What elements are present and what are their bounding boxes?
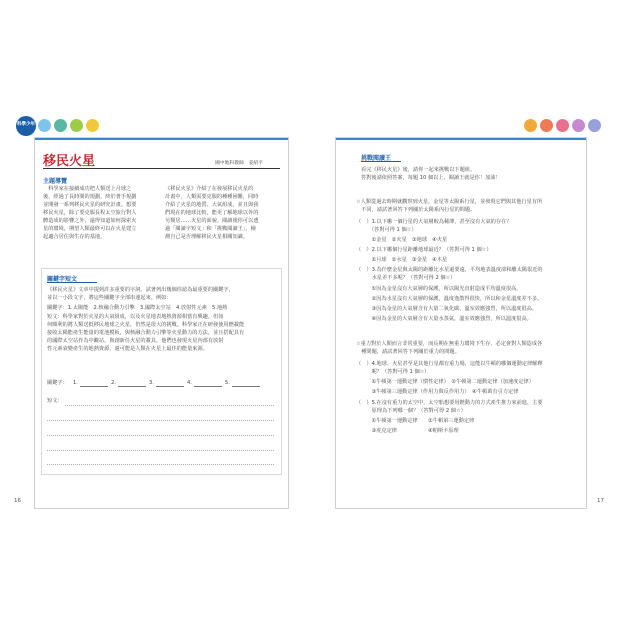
keyword-num-2: 2.	[111, 380, 116, 386]
keyword-num-5: 5.	[225, 380, 230, 386]
intro-line-2: 答對後請依照答案，每題 10 個以上，閱讀王就是你！加油！	[361, 175, 501, 181]
page-number-right: 17	[597, 498, 604, 504]
topic-icon-4	[86, 119, 99, 132]
topic-icon-1	[38, 119, 51, 132]
keyword-num-3: 3.	[149, 380, 154, 386]
keyword-input-5[interactable]	[232, 386, 260, 387]
essay-line-3[interactable]	[47, 435, 274, 436]
keyword-num-4: 4.	[187, 380, 192, 386]
topic-icon-6	[540, 119, 553, 132]
essay-line-4[interactable]	[47, 450, 274, 451]
article-title: 移民火星	[43, 154, 96, 169]
article-author: 國中地科教師 姜紹平	[215, 161, 263, 166]
page-number-left: 16	[14, 498, 21, 504]
q1-head-2: 不同，請試著回答下列關於太陽系內行星的問題。	[356, 207, 476, 213]
top-rule-right	[336, 138, 586, 140]
topic-icon-3	[70, 119, 83, 132]
challenge-heading-rule	[361, 161, 401, 162]
q2-head-2: 種問題，請試著回答下列關於重力的問題。	[356, 349, 460, 355]
intro-line-1: 看完《移民火星》後，請你一起來挑戰以下題組。	[361, 167, 476, 173]
essay-line-5[interactable]	[47, 464, 274, 465]
keyword-input-3[interactable]	[156, 386, 184, 387]
keyword-input-1[interactable]	[80, 386, 108, 387]
keyword-heading: 關鍵字短文	[47, 276, 78, 283]
logo-text: 科學少年	[17, 122, 35, 127]
topic-icon-8	[572, 119, 585, 132]
essay-label: 短文：	[47, 398, 63, 404]
title-underline	[43, 168, 280, 169]
theme-heading: 主題導覽	[43, 178, 68, 185]
topic-icon-9	[588, 119, 601, 132]
keyword-label: 關鍵字：	[47, 380, 68, 386]
topic-icon-5	[524, 119, 537, 132]
challenge-heading: 挑戰閱讀王	[361, 155, 392, 162]
topic-icon-7	[556, 119, 569, 132]
topic-icon-2	[54, 119, 67, 132]
essay-line-2[interactable]	[47, 420, 274, 421]
keyword-input-2[interactable]	[118, 386, 146, 387]
q2-head-1: ☆重力對於人類而言非常重要，而長期在無重力環境下生存，必定會對人類造成各	[356, 341, 543, 347]
keyword-num-1: 1.	[73, 380, 78, 386]
keyword-input-4[interactable]	[194, 386, 222, 387]
top-rule	[35, 138, 288, 140]
essay-line-1[interactable]	[65, 405, 274, 406]
q1-head-1: ☆人類從過去時期就觀察到火星，金星等太陽系行星，並發現它們與其他行星有所	[356, 199, 543, 205]
right-page: 挑戰閱讀王 看完《移民火星》後，請你一起來挑戰以下題組。 答對後請依照答案，每題 10 個以上，閱讀王就是你！加油！ ☆人類從過去時期就觀察到火星，金星等太陽系行星，並發現它們與其他行星有所 不同，請試著回答下列關於太陽系內行星的問題。 （ ）1.以下哪一個行星的大氣層較為稀薄，甚至沒有大氣的存在？ （答對可得 1 個☆） ①金星 ②火星 ③地球 ④火星 （ ）2.以下哪個行星距離地球最近？（答對可得 1 個☆） ①月球 ②水星 ③金星 ④木星 （ ）3.為什麼金星與太陽的距離比水星還要遠，平均地表溫度卻和離太陽很近的 水星差不多呢？（答對可得 2 個☆） ①因為金星沒有大氣層的保護，所以陽光直射造成平均溫度很高。 ②因為水星沒有大氣層的保護，溫度逸散得很快，所以和金星溫度差不多。 ③因為金星的大氣層含有大量二氧化碳，溫室效應強烈，所以溫度很高。 ④因為金星的大氣層含有大量水蒸氣，溫室效應強烈，所以溫度很高。 ☆重力對於人類而言非常重要，而長期在無重力環境下生存，必定會對人類造成各 種問題，請試著回答下列關於重力的問題。 （ ）4.地球、火星甚至是其他行星都有重力場，這能以牛頓的哪個運動定律解釋 呢？（答對可得 1 個☆） ①牛頓第一運動定律（慣性定律） ②牛頓第二運動定律（加速度定律） ③牛頓第三運動定律（作用力與反作用力） ④牛頓萬有引力定律 （ ）5.在沒有重力的太空中，太空船想要用燃動力的方式產生推力來前進，主要 原理為下列哪一個？（答對可得 2 個☆） ①牛頓第一運動定律 ②牛頓第三運動定律 ③虎克定律 ④帕斯卡原理	[335, 137, 587, 509]
left-page: 移民火星 國中地科教師 姜紹平 主題導覽 科學家在接續成功把人類送上月球之 後，經過了長時間的規劃，終於著手規劃 並開發一系列移民火星的研究計畫。想要 移民火星，除了要克服長程太空旅行對人 體造成的影響之外，還得知道如何探索火 星的環境，期望人類最終可以在火星建立 起適合居住與生存的基地。 《移民火星》介紹了在發展移民火星的 計畫中，人類需要克服的種種困難，同時 介紹了火星的地質、大氣組成，並且與我 們現在的地球比較，能更了解地球以外的 另類居……火星的面貌。閱讀後你可以透 過「閱讀字短文」和「挑戰閱讀王」，檢 測自己是否理解移民火星相關知識。 關鍵字短文 《移民火星》文章中提到許多重要的字詞，試著列出幾個你認為最重要的關鍵字， 並以一小段文字，將這些關鍵字全部串連起來。例如： 關鍵字：1.太陽能 2.核融合動力引擎 3.國際太空站 4.放射性元素 5.地熱 短文：科學家對於火星的大氣組成，以及火星地表地熱資源相當有興趣，但如 何順利的將人類送抵移民地球之火星，仍然是很大的挑戰。科學家正在研發使用燃載能 接收太陽能產生能量的電池模板，與核融合動力引擎等火星動力的方法，並且搭配具有 的國際太空站作為中繼站，與創新任火星的載具。他們也發現火星內部有放射 性元素衰變產生的地熱資源，還可能是人類在火星上最佳的能量來源。 關鍵字： 1. 2. 3. 4. 5. 短文：	[34, 137, 289, 509]
keyword-heading-rule	[47, 282, 97, 283]
